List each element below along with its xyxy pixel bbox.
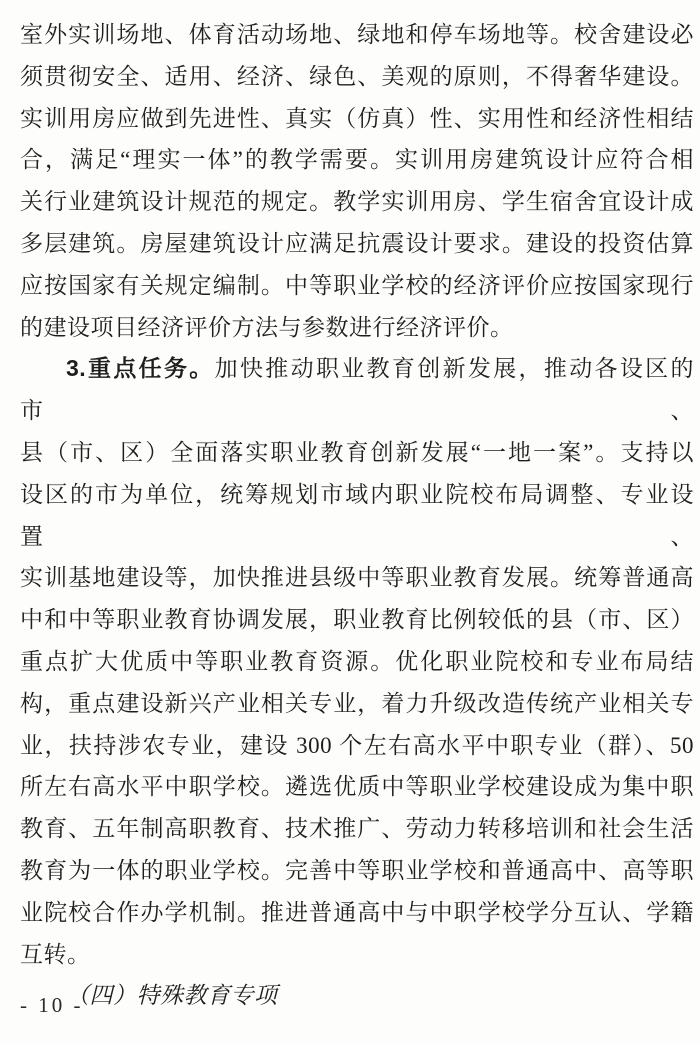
text-line: 业院校合作办学机制。推进普通高中与中职学校学分互认、学籍 [20,899,694,925]
page-number: - 10 - [20,993,84,1017]
text-line: 合，满足“理实一体”的教学需要。实训用房建筑设计应符合相 [20,147,694,173]
text-line: 教育为一体的职业学校。完善中等职业学校和普通高中、高等职 [20,857,694,883]
document-body [20,14,694,1017]
text-line: 构，重点建设新兴产业相关专业，着力升级改造传统产业相关专 [20,690,694,716]
text-line: 关行业建筑设计规范的规定。教学实训用房、学生宿舍宜设计成 [20,189,694,215]
text-line: 教育、五年制高职教育、技术推广、劳动力转移培训和社会生活 [20,816,694,842]
text-line: 所左右高水平中职学校。遴选优质中等职业学校建设成为集中职 [20,774,694,800]
text-line: 应按国家有关规定编制。中等职业学校的经济评价应按国家现行 [20,272,694,298]
text-line: 互转。 [20,941,91,967]
text-line: 重点扩大优质中等职业教育资源。优化职业院校和专业布局结 [20,648,694,674]
text-line: 设区的市为单位，统筹规划市域内职业院校布局调整、专业设置、 [20,481,694,549]
text-line: 县（市、区）全面落实职业教育创新发展“一地一案”。支持以 [20,439,694,465]
text-line: 业，扶持涉农专业，建设 300 个左右高水平中职专业（群）、50 [20,732,694,758]
text-line: 实训基地建设等，加快推进县级中等职业教育发展。统筹普通高 [20,565,694,591]
text-line: 室外实训场地、体育活动场地、绿地和停车场地等。校舍建设必 [20,22,694,47]
text-line: 3.重点任务。加快推动职业教育创新发展，推动各设区的市、 [20,355,695,424]
bold-lead-in: 3.重点任务。 [66,355,215,382]
text-line: 实训用房应做到先进性、真实（仿真）性、实用性和经济性相结 [20,105,694,131]
text-line: 多层建筑。房屋建筑设计应满足抗震设计要求。建设的投资估算 [20,230,694,256]
text-line: 须贯彻安全、适用、经济、绿色、美观的原则，不得奢华建设。 [20,63,694,89]
section-heading: （四）特殊教育专项 [66,983,278,1009]
text-line: 的建设项目经济评价方法与参数进行经济评价。 [20,314,514,340]
text-line: 中和中等职业教育协调发展，职业教育比例较低的县（市、区） [20,607,694,633]
